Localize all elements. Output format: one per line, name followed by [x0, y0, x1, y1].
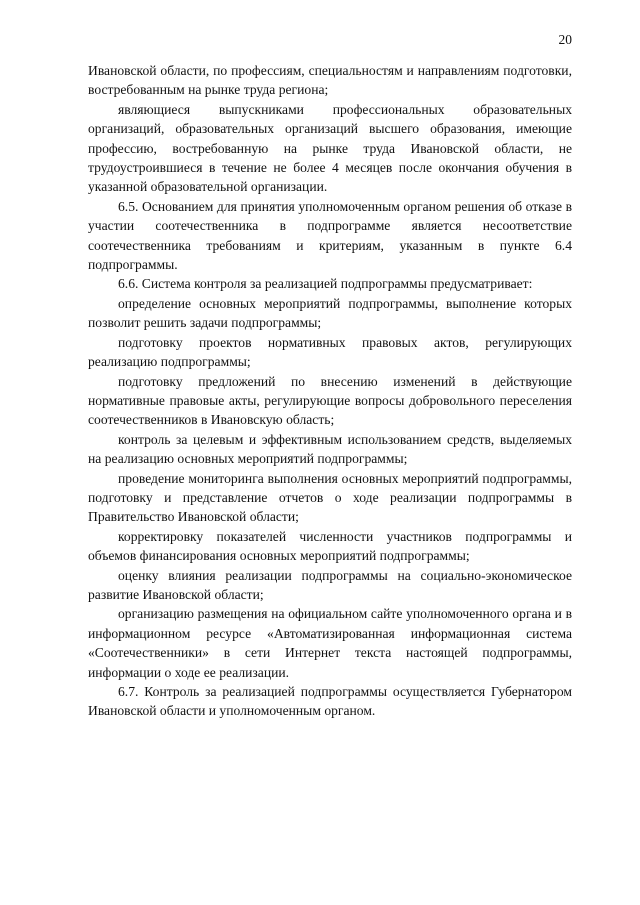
list-item: контроль за целевым и эффективным использованием средств, выделяемых на реализацию основных мероприятий подпрограммы;: [88, 431, 572, 467]
document-body: [88, 61, 572, 721]
list-item: определение основных мероприятий подпрограммы, выполнение которых позволит решить задачи подпрограммы;: [88, 295, 572, 331]
paragraph-6-5: 6.5. Основанием для принятия уполномоченным органом решения об отказе в участии соотечественника в подпрограмме является несоответствие соотечественника требованиям и критериям, указанным в пункте 6.4 подпрограммы.: [88, 198, 572, 273]
page-number: 20: [558, 32, 572, 47]
paragraph-6-7: 6.7. Контроль за реализацией подпрограммы осуществляется Губернатором Ивановской области и уполномоченным органом.: [88, 684, 572, 719]
paragraph-6-6: 6.6. Система контроля за реализацией подпрограммы предусматривает:: [118, 276, 533, 292]
list-item: корректировку показателей численности участников подпрограммы и объемов финансирования основных мероприятий подпрограммы;: [88, 528, 572, 564]
paragraph: являющиеся выпускниками профессиональных образовательных организаций, образовательных организаций высшего образования, имеющие профессию, востребованную на рынке труда Ивановской области, не трудоустроившиеся в течение не более 4 месяцев после окончания обучения в указанной образовательной организации.: [88, 101, 572, 195]
list-item: оценку влияния реализации подпрограммы на социально-экономическое развитие Ивановской области;: [88, 567, 572, 602]
list-item: проведение мониторинга выполнения основных мероприятий подпрограммы, подготовку и представление отчетов о ходе реализации подпрограммы в Правительство Ивановской области;: [88, 470, 572, 525]
list-item: организацию размещения на официальном сайте уполномоченного органа и в информационном ресурсе «Автоматизированная информационная система «Соотечественники» в сети Интернет текста настоящей подпрограммы, информации о ходе ее реализации.: [88, 606, 572, 680]
list-item: подготовку проектов нормативных правовых актов, регулирующих реализацию подпрограммы;: [88, 334, 572, 370]
list-item: подготовку предложений по внесению изменений в действующие нормативные правовые акты, регулирующие вопросы добровольного переселения соотечественников в Ивановскую область;: [88, 373, 572, 428]
paragraph-continuation: Ивановской области, по профессиям, специальностям и направлениям подготовки, востребованным на рынке труда региона;: [88, 63, 572, 98]
